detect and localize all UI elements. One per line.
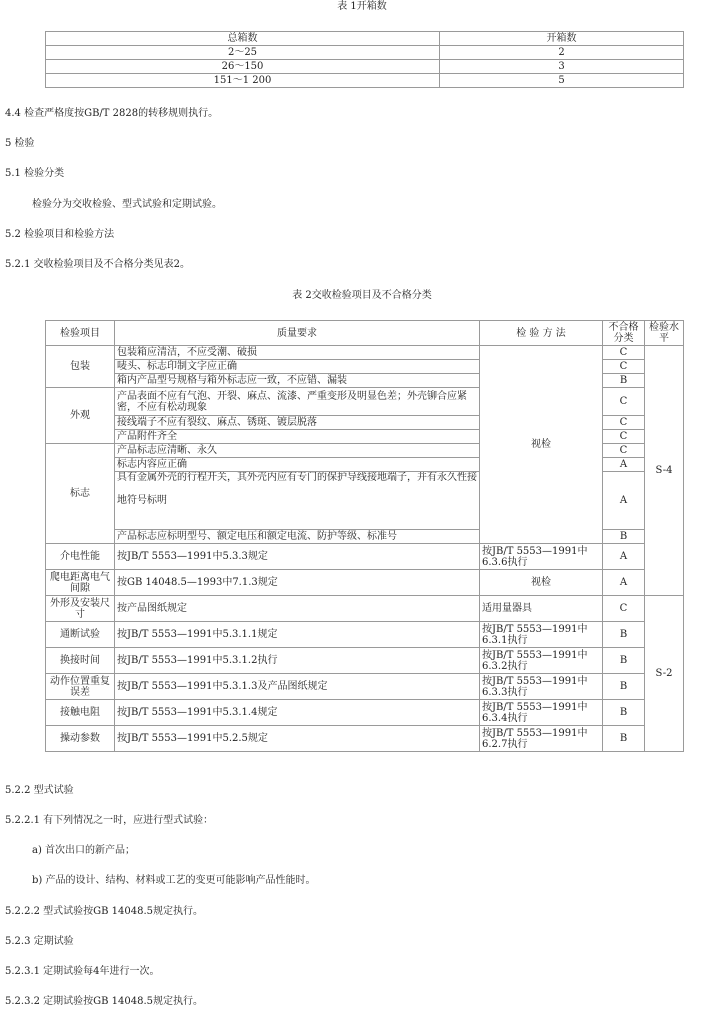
cell-class: B <box>603 622 645 648</box>
table2-caption: 表 2交收检验项目及不合格分类 <box>292 290 432 301</box>
cell-method: 适用量器具 <box>480 596 603 622</box>
cell-quality: 产品表面不应有气泡、开裂、麻点、流漆、严重变形及明显色差；外壳铆合应紧密，不应有松动现象 <box>115 388 480 416</box>
table-row <box>46 674 684 700</box>
cell-class: C <box>603 596 645 622</box>
table-box-opening <box>45 31 684 88</box>
cell-item: 介电性能 <box>46 544 115 570</box>
clause-5-2-2: 5.2.2 型式试验 <box>5 785 74 796</box>
cell-method: 按JB/T 5553—1991中6.2.7执行 <box>480 726 603 752</box>
cell-quality: 按JB/T 5553—1991中5.3.1.1规定 <box>115 622 480 648</box>
clause-5-2-3-1: 5.2.3.1 定期试验每4年进行一次。 <box>5 966 160 977</box>
table-acceptance-inspection <box>45 320 684 752</box>
cell-quality: 按JB/T 5553—1991中5.3.3规定 <box>115 544 480 570</box>
table-row <box>46 46 684 60</box>
group-appearance: 外观 <box>46 388 115 444</box>
cell-class: C <box>603 416 645 430</box>
clause-5-2-2-1: 5.2.2.1 有下列情况之一时，应进行型式试验： <box>5 815 214 826</box>
header-opened-boxes: 开箱数 <box>440 32 684 46</box>
cell-quality: 产品标志应标明型号、额定电压和额定电流、防护等级、标准号 <box>115 530 480 544</box>
cell-method: 按JB/T 5553—1991中6.3.1执行 <box>480 622 603 648</box>
cell: 2～25 <box>46 46 440 60</box>
cell-class: B <box>603 374 645 388</box>
clause-5-2-3: 5.2.3 定期试验 <box>5 936 74 947</box>
cell-quality: 按GB 14048.5—1993中7.1.3规定 <box>115 570 480 596</box>
clause-5-2-3-2: 5.2.3.2 定期试验按GB 14048.5规定执行。 <box>5 996 204 1007</box>
cell-quality: 按JB/T 5553—1991中5.3.1.2执行 <box>115 648 480 674</box>
cell-item: 通断试验 <box>46 622 115 648</box>
cell-item: 接触电阻 <box>46 700 115 726</box>
clause-5: 5 检验 <box>5 138 35 149</box>
group-marking: 标志 <box>46 444 115 544</box>
cell-item: 操动参数 <box>46 726 115 752</box>
spacer <box>117 483 477 495</box>
clause-a: a) 首次出口的新产品； <box>32 845 136 856</box>
cell-class: B <box>603 700 645 726</box>
table-row <box>46 74 684 88</box>
cell-method: 按JB/T 5553—1991中6.3.3执行 <box>480 674 603 700</box>
cell-class: B <box>603 726 645 752</box>
table-row <box>46 726 684 752</box>
cell: 2 <box>440 46 684 60</box>
cell-class: B <box>603 674 645 700</box>
cell-class: C <box>603 360 645 374</box>
cell-class: A <box>603 570 645 596</box>
cell-quality: 产品标志应清晰、永久 <box>115 444 480 458</box>
cell-quality: 按JB/T 5553—1991中5.3.1.4规定 <box>115 700 480 726</box>
table-row <box>46 544 684 570</box>
cell-method-visual: 视检 <box>480 346 603 544</box>
clause-5-1: 5.1 检验分类 <box>5 168 65 179</box>
clause-b: b) 产品的设计、结构、材料或工艺的变更可能影响产品性能时。 <box>32 875 316 886</box>
cell-level-s2: S-2 <box>645 596 684 752</box>
cell-class: A <box>603 472 645 530</box>
cell-method: 视检 <box>480 570 603 596</box>
cell-class: B <box>603 530 645 544</box>
cell-method: 按JB/T 5553—1991中6.3.6执行 <box>480 544 603 570</box>
cell: 151～1 200 <box>46 74 440 88</box>
cell-quality: 包装箱应清洁，不应受潮、破损 <box>115 346 480 360</box>
header-method: 检 验 方 法 <box>480 321 603 346</box>
cell-quality: 按JB/T 5553—1991中5.3.1.3及产品图纸规定 <box>115 674 480 700</box>
cell: 5 <box>440 74 684 88</box>
table-row <box>46 596 684 622</box>
table-row <box>46 60 684 74</box>
header-quality: 质量要求 <box>115 321 480 346</box>
cell-quality: 唛头、标志印制文字应正确 <box>115 360 480 374</box>
header-total-boxes: 总箱数 <box>46 32 440 46</box>
cell-class: C <box>603 430 645 444</box>
cell-level-s4: S-4 <box>645 346 684 596</box>
cell-quality: 按JB/T 5553—1991中5.2.5规定 <box>115 726 480 752</box>
clause-5-1-body: 检验分为交收检验、型式试验和定期试验。 <box>32 199 222 210</box>
cell-method: 按JB/T 5553—1991中6.3.2执行 <box>480 648 603 674</box>
cell-item: 爬电距离电气间隙 <box>46 570 115 596</box>
table1-caption: 表 1开箱数 <box>337 1 387 12</box>
cell-class: B <box>603 648 645 674</box>
cell-quality <box>115 472 480 530</box>
table-row <box>46 570 684 596</box>
cell-quality: 箱内产品型号规格与箱外标志应一致，不应错、漏装 <box>115 374 480 388</box>
table-row <box>46 648 684 674</box>
cell-class: C <box>603 388 645 416</box>
cell-quality-line: 地符号标明 <box>117 495 167 506</box>
cell: 26～150 <box>46 60 440 74</box>
cell-method: 按JB/T 5553—1991中6.3.4执行 <box>480 700 603 726</box>
clause-5-2-2-2: 5.2.2.2 型式试验按GB 14048.5规定执行。 <box>5 906 204 917</box>
clause-4-4: 4.4 检查严格度按GB/T 2828的转移规则执行。 <box>5 108 219 119</box>
cell-quality-line: 具有金属外壳的行程开关，其外壳内应有专门的保护导线接地端子，并有永久性接 <box>117 472 477 483</box>
table-row <box>46 700 684 726</box>
cell-quality: 接线端子不应有裂纹、麻点、锈斑、镀层脱落 <box>115 416 480 430</box>
table-header-row <box>46 321 684 346</box>
cell-quality: 产品附件齐全 <box>115 430 480 444</box>
cell-class: A <box>603 544 645 570</box>
header-class: 不合格分类 <box>603 321 645 346</box>
cell-quality: 标志内容应正确 <box>115 458 480 472</box>
header-level: 检验水平 <box>645 321 684 346</box>
cell-item: 外形及安装尺寸 <box>46 596 115 622</box>
cell-class: C <box>603 444 645 458</box>
cell-class: A <box>603 458 645 472</box>
cell-item: 动作位置重复误差 <box>46 674 115 700</box>
cell: 3 <box>440 60 684 74</box>
table-row <box>46 622 684 648</box>
cell-class: C <box>603 346 645 360</box>
table-header-row <box>46 32 684 46</box>
group-packaging: 包装 <box>46 346 115 388</box>
header-item: 检验项目 <box>46 321 115 346</box>
table-row <box>46 346 684 360</box>
cell-quality: 按产品图纸规定 <box>115 596 480 622</box>
clause-5-2: 5.2 检验项目和检验方法 <box>5 229 115 240</box>
clause-5-2-1: 5.2.1 交收检验项目及不合格分类见表2。 <box>5 259 190 270</box>
cell-item: 换接时间 <box>46 648 115 674</box>
